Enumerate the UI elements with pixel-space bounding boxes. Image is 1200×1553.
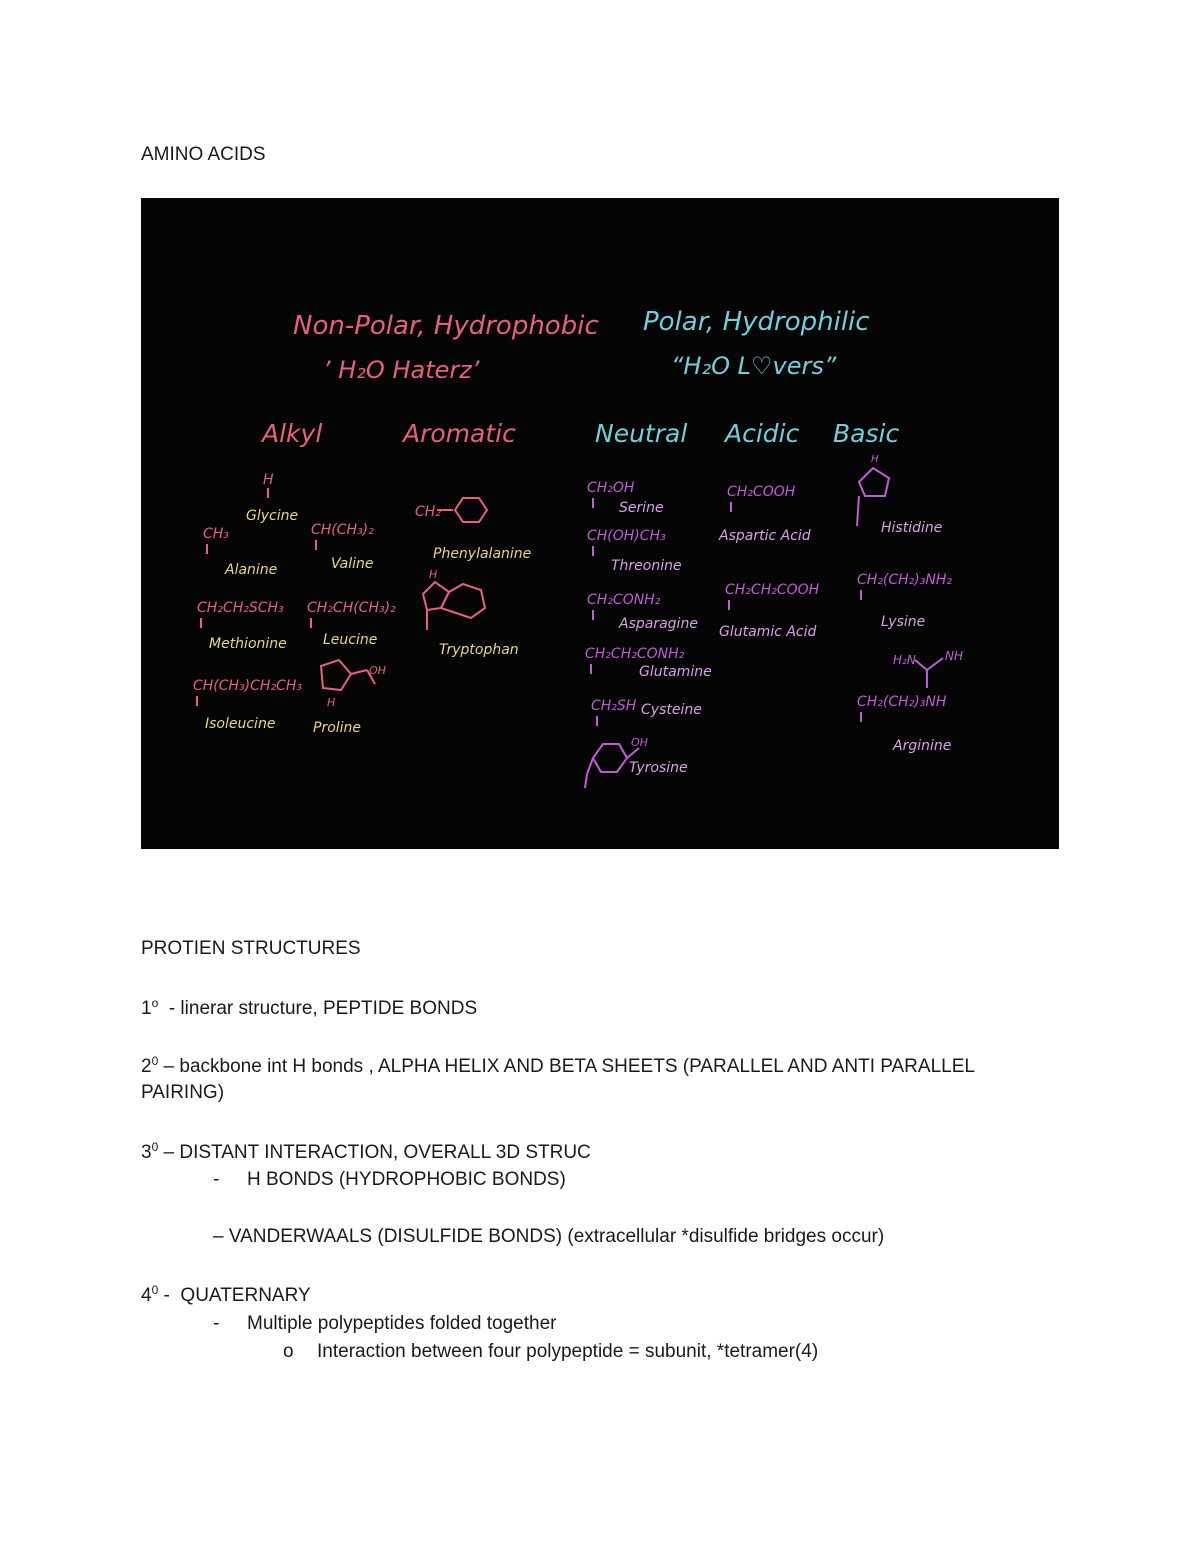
isoleucine-r: CH(CH₃)CH₂CH₃ <box>193 678 302 694</box>
bullet-text: Multiple polypeptides folded together <box>247 1313 557 1334</box>
quaternary-structure-line <box>141 1283 311 1307</box>
arginine-r: CH₂(CH₂)₃NH <box>857 694 947 710</box>
alanine-r: CH₃ <box>203 526 229 542</box>
serine-name: Serine <box>619 500 664 516</box>
polar-title: Polar, Hydrophilic <box>643 307 870 337</box>
line-text: - linerar structure, PEPTIDE BONDS <box>158 998 478 1019</box>
threonine-name: Threonine <box>611 558 682 574</box>
cysteine-r: CH₂SH <box>591 698 637 714</box>
dash-bullet: - <box>213 1169 220 1190</box>
lysine-r: CH₂(CH₂)₃NH₂ <box>857 572 952 588</box>
degree-mark: 0 <box>151 1054 159 1068</box>
glutamic-acid-r: CH₂CH₂COOH <box>725 582 820 598</box>
glutamine-r: CH₂CH₂CONH₂ <box>585 646 685 662</box>
tryptophan-name: Tryptophan <box>439 642 519 658</box>
glycine-name: Glycine <box>246 508 299 524</box>
chalkboard-image <box>141 198 1059 849</box>
quaternary-bullet-polypeptides <box>213 1313 556 1335</box>
asparagine-name: Asparagine <box>619 616 698 632</box>
nonpolar-subtitle: ’ H₂O Haterz’ <box>323 356 480 384</box>
category-neutral: Neutral <box>595 419 688 448</box>
secondary-structure-continuation: PAIRING) <box>141 1082 225 1103</box>
heading-protein-structures: PROTIEN STRUCTURES <box>141 938 361 959</box>
leucine-r: CH₂CH(CH₃)₂ <box>307 600 396 616</box>
degree-mark: o <box>151 996 159 1010</box>
level-number: 3 <box>141 1142 152 1163</box>
tyrosine-oh: OH <box>631 736 648 749</box>
tyrosine-name: Tyrosine <box>629 760 688 776</box>
serine-r: CH₂OH <box>587 480 635 496</box>
dash-bullet: - <box>213 1313 220 1334</box>
tertiary-vanderwaals-line: – VANDERWAALS (DISULFIDE BONDS) (extracellular *disulfide bridges occur) <box>213 1226 885 1247</box>
aspartic-acid-name: Aspartic Acid <box>719 528 811 544</box>
glycine-r: H <box>263 472 274 488</box>
heading-amino-acids: AMINO ACIDS <box>141 144 266 165</box>
line-text: – backbone int H bonds , ALPHA HELIX AND BETA SHEETS (PARALLEL AND ANTI PARALLEL <box>158 1056 975 1077</box>
nonpolar-title: Non-Polar, Hydrophobic <box>293 311 599 341</box>
cysteine-name: Cysteine <box>641 702 702 718</box>
phenylalanine-name: Phenylalanine <box>433 546 532 562</box>
arginine-nh: NH <box>945 649 963 663</box>
alanine-name: Alanine <box>225 562 278 578</box>
methionine-r: CH₂CH₂SCH₃ <box>197 600 284 616</box>
phenylalanine-r: CH₂ <box>415 504 441 520</box>
asparagine-r: CH₂CONH₂ <box>587 592 661 608</box>
bullet-text: H BONDS (HYDROPHOBIC BONDS) <box>247 1169 566 1190</box>
threonine-r: CH(OH)CH₃ <box>587 528 666 544</box>
category-aromatic: Aromatic <box>403 419 516 448</box>
tertiary-structure-line <box>141 1140 591 1164</box>
category-alkyl: Alkyl <box>262 419 323 448</box>
lysine-name: Lysine <box>881 614 926 630</box>
category-basic: Basic <box>833 419 900 448</box>
valine-r: CH(CH₃)₂ <box>311 522 374 538</box>
histidine-name: Histidine <box>881 520 943 536</box>
proline-name: Proline <box>313 720 362 736</box>
quaternary-sub-bullet-tetramer <box>283 1341 818 1363</box>
arginine-h2n: H₂N <box>893 653 916 667</box>
chalkboard-drawing <box>141 198 1059 849</box>
aspartic-acid-r: CH₂COOH <box>727 484 796 500</box>
tertiary-bullet-h-bonds <box>213 1169 566 1191</box>
arginine-name: Arginine <box>893 738 952 754</box>
degree-mark: 0 <box>151 1140 159 1154</box>
degree-mark: 0 <box>151 1283 159 1297</box>
level-number: 4 <box>141 1285 152 1306</box>
circle-bullet: o <box>283 1341 294 1362</box>
proline-oh: OH <box>369 664 386 677</box>
methionine-name: Methionine <box>209 636 287 652</box>
isoleucine-name: Isoleucine <box>205 716 276 732</box>
line-text: – DISTANT INTERACTION, OVERALL 3D STRUC <box>158 1142 591 1163</box>
glutamine-name: Glutamine <box>639 664 712 680</box>
bullet-text: Interaction between four polypeptide = subunit, *tetramer(4) <box>317 1341 819 1362</box>
leucine-name: Leucine <box>323 632 378 648</box>
category-acidic: Acidic <box>725 419 800 448</box>
primary-structure-line <box>141 996 477 1020</box>
tryptophan-h: H <box>429 568 438 581</box>
histidine-h: H <box>871 454 879 465</box>
proline-nh: H <box>327 696 336 709</box>
glutamic-acid-name: Glutamic Acid <box>719 624 817 640</box>
line-text: - QUATERNARY <box>158 1285 311 1306</box>
level-number: 1 <box>141 998 152 1019</box>
polar-subtitle: “H₂O L♡vers” <box>671 352 837 380</box>
level-number: 2 <box>141 1056 152 1077</box>
valine-name: Valine <box>331 556 374 572</box>
secondary-structure-line <box>141 1054 975 1078</box>
